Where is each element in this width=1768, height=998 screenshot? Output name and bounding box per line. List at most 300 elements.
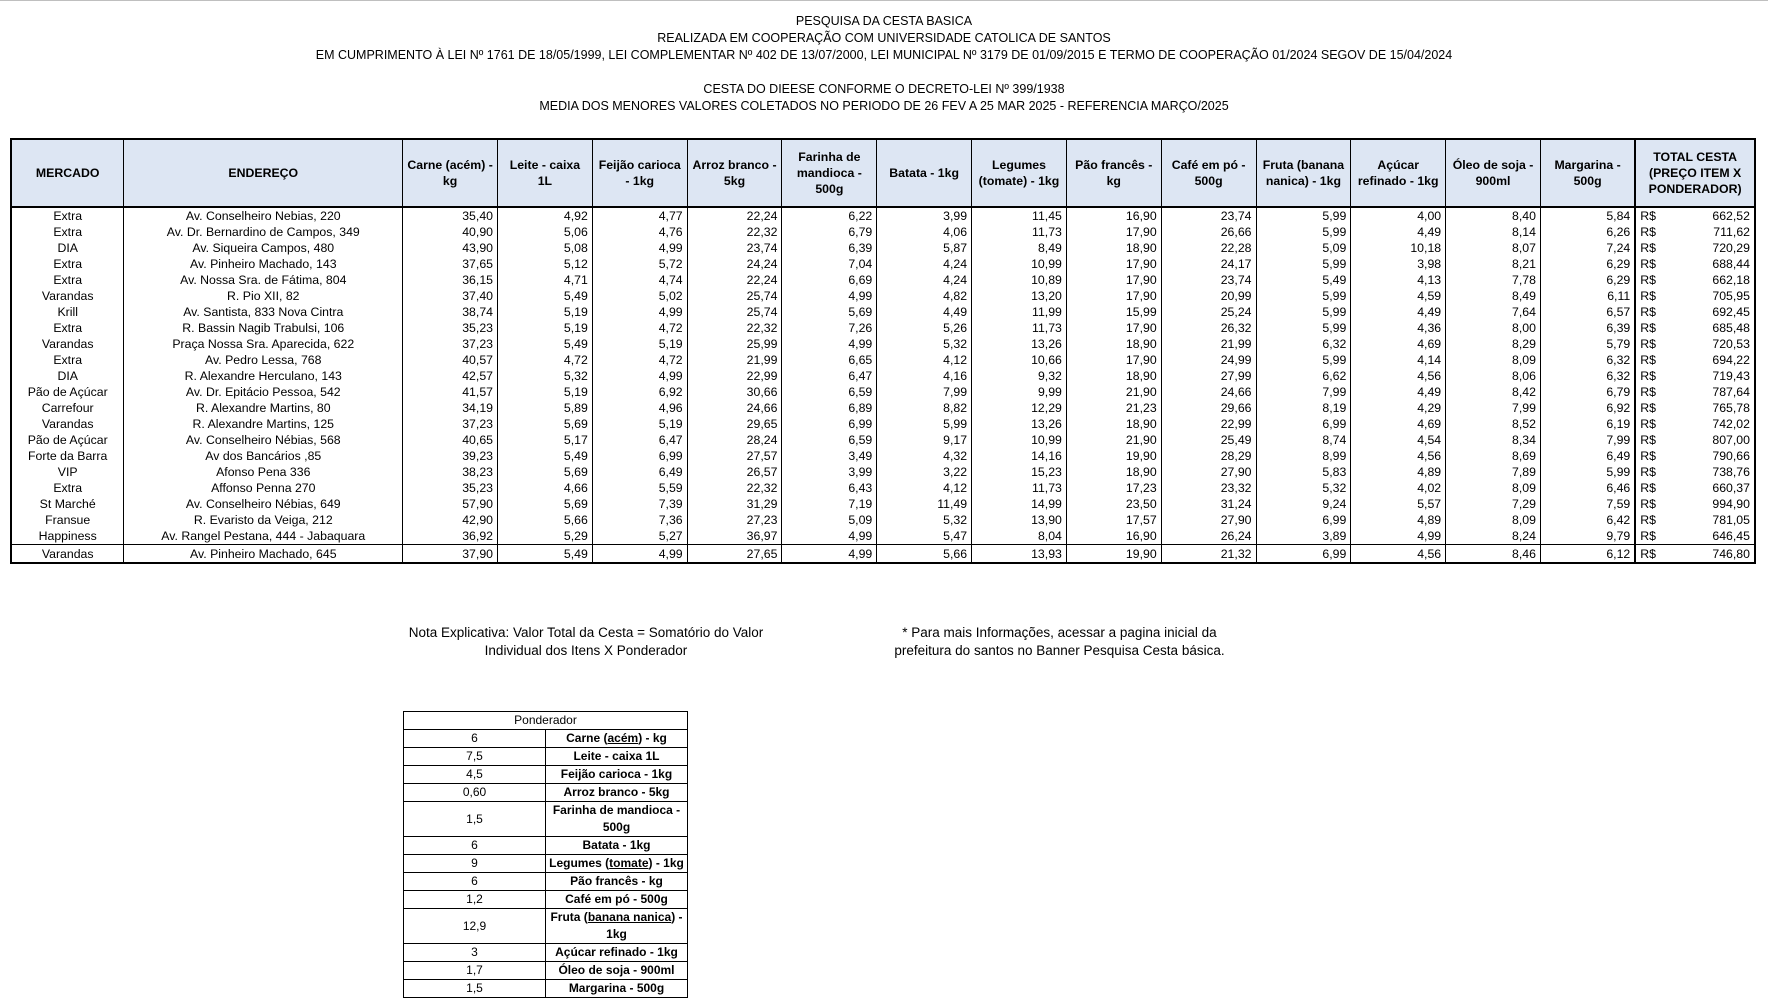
- price-cell: 19,90: [1066, 545, 1161, 564]
- total-value: 781,05: [1712, 513, 1750, 527]
- price-cell: 4,06: [877, 224, 972, 240]
- ponderador-item: Carne (acém) - kg: [546, 730, 688, 748]
- total-value: 787,64: [1712, 385, 1750, 399]
- price-cell: 4,82: [877, 288, 972, 304]
- total-value: 790,66: [1712, 449, 1750, 463]
- currency-symbol: R$: [1640, 273, 1656, 287]
- market-cell: Extra: [11, 480, 124, 496]
- price-cell: 40,90: [403, 224, 498, 240]
- price-cell: 9,99: [972, 384, 1067, 400]
- price-cell: 17,90: [1066, 352, 1161, 368]
- price-cell: 23,74: [687, 240, 782, 256]
- price-cell: 4,13: [1351, 272, 1446, 288]
- address-cell: R. Evaristo da Veiga, 212: [124, 512, 403, 528]
- price-cell: 18,90: [1066, 336, 1161, 352]
- header-period: MEDIA DOS MENORES VALORES COLETADOS NO PERIODO DE 26 FEV A 25 MAR 2025 - REFERENCIA MARÇO/2025: [539, 99, 1229, 113]
- price-cell: 6,32: [1540, 368, 1635, 384]
- price-cell: 8,04: [972, 528, 1067, 545]
- table-row: [11, 480, 1755, 496]
- price-cell: 23,74: [1161, 207, 1256, 224]
- column-header: Café em pó - 500g: [1161, 139, 1256, 207]
- price-cell: 6,49: [1540, 448, 1635, 464]
- ponderador-row: [404, 784, 688, 802]
- price-cell: 6,65: [782, 352, 877, 368]
- price-cell: 18,90: [1066, 240, 1161, 256]
- price-cell: 17,23: [1066, 480, 1161, 496]
- total-value: 742,02: [1712, 417, 1750, 431]
- price-cell: 8,42: [1446, 384, 1541, 400]
- price-cell: 35,23: [403, 320, 498, 336]
- price-cell: 27,90: [1161, 512, 1256, 528]
- price-cell: 4,74: [592, 272, 687, 288]
- table-row: [11, 545, 1755, 564]
- total-cell: [1635, 288, 1755, 304]
- total-value: 720,29: [1712, 241, 1750, 255]
- price-cell: 6,69: [782, 272, 877, 288]
- table-row: [11, 320, 1755, 336]
- price-cell: 26,32: [1161, 320, 1256, 336]
- price-cell: 7,99: [877, 384, 972, 400]
- table-row: [11, 256, 1755, 272]
- price-cell: 6,39: [1540, 320, 1635, 336]
- market-cell: Extra: [11, 207, 124, 224]
- currency-symbol: R$: [1640, 385, 1656, 399]
- price-cell: 4,56: [1351, 448, 1446, 464]
- price-cell: 4,99: [782, 545, 877, 564]
- column-header: Farinha de mandioca - 500g: [782, 139, 877, 207]
- price-cell: 5,99: [1256, 224, 1351, 240]
- price-cell: 7,24: [1540, 240, 1635, 256]
- price-cell: 38,74: [403, 304, 498, 320]
- price-cell: 6,22: [782, 207, 877, 224]
- price-cell: 6,59: [782, 432, 877, 448]
- price-cell: 8,09: [1446, 480, 1541, 496]
- price-cell: 5,19: [498, 320, 593, 336]
- column-header: Carne (acém) - kg: [403, 139, 498, 207]
- price-cell: 5,49: [498, 336, 593, 352]
- price-cell: 39,23: [403, 448, 498, 464]
- address-cell: Av. Siqueira Campos, 480: [124, 240, 403, 256]
- price-cell: 34,19: [403, 400, 498, 416]
- total-cell: [1635, 496, 1755, 512]
- price-cell: 21,90: [1066, 384, 1161, 400]
- price-cell: 3,99: [877, 207, 972, 224]
- price-cell: 17,90: [1066, 256, 1161, 272]
- total-cell: [1635, 448, 1755, 464]
- price-cell: 4,54: [1351, 432, 1446, 448]
- price-cell: 4,89: [1351, 512, 1446, 528]
- column-header: Arroz branco - 5kg: [687, 139, 782, 207]
- price-cell: 24,99: [1161, 352, 1256, 368]
- price-cell: 11,99: [972, 304, 1067, 320]
- price-cell: 6,12: [1540, 545, 1635, 564]
- price-cell: 4,99: [592, 545, 687, 564]
- price-cell: 23,74: [1161, 272, 1256, 288]
- ponderador-item: Arroz branco - 5kg: [546, 784, 688, 802]
- price-cell: 4,59: [1351, 288, 1446, 304]
- table-row: [11, 448, 1755, 464]
- table-row: [11, 496, 1755, 512]
- price-cell: 8,06: [1446, 368, 1541, 384]
- price-cell: 20,99: [1161, 288, 1256, 304]
- price-cell: 28,29: [1161, 448, 1256, 464]
- price-cell: 22,99: [1161, 416, 1256, 432]
- price-cell: 21,90: [1066, 432, 1161, 448]
- price-cell: 18,90: [1066, 416, 1161, 432]
- table-row: [11, 400, 1755, 416]
- price-cell: 8,40: [1446, 207, 1541, 224]
- total-cell: [1635, 512, 1755, 528]
- currency-symbol: R$: [1640, 305, 1656, 319]
- price-cell: 4,49: [1351, 224, 1446, 240]
- column-header: MERCADO: [11, 139, 124, 207]
- address-cell: R. Pio XII, 82: [124, 288, 403, 304]
- price-cell: 11,73: [972, 320, 1067, 336]
- price-cell: 37,40: [403, 288, 498, 304]
- price-cell: 4,99: [782, 288, 877, 304]
- price-cell: 7,19: [782, 496, 877, 512]
- price-cell: 8,07: [1446, 240, 1541, 256]
- column-header: Óleo de soja - 900ml: [1446, 139, 1541, 207]
- price-cell: 4,77: [592, 207, 687, 224]
- top-divider: [0, 0, 1768, 1]
- market-cell: Extra: [11, 352, 124, 368]
- price-cell: 37,23: [403, 336, 498, 352]
- table-row: [11, 224, 1755, 240]
- price-cell: 10,18: [1351, 240, 1446, 256]
- price-cell: 5,32: [1256, 480, 1351, 496]
- market-cell: Extra: [11, 224, 124, 240]
- price-cell: 4,49: [1351, 384, 1446, 400]
- price-cell: 26,57: [687, 464, 782, 480]
- price-cell: 11,73: [972, 224, 1067, 240]
- total-cell: [1635, 528, 1755, 545]
- price-cell: 24,17: [1161, 256, 1256, 272]
- price-cell: 7,36: [592, 512, 687, 528]
- price-cell: 6,39: [782, 240, 877, 256]
- price-cell: 5,19: [498, 304, 593, 320]
- currency-symbol: R$: [1640, 497, 1656, 511]
- price-cell: 6,57: [1540, 304, 1635, 320]
- currency-symbol: R$: [1640, 401, 1656, 415]
- price-cell: 3,99: [782, 464, 877, 480]
- column-header: Legumes (tomate) - 1kg: [972, 139, 1067, 207]
- column-header: Fruta (banana nanica) - 1kg: [1256, 139, 1351, 207]
- price-cell: 3,89: [1256, 528, 1351, 545]
- price-cell: 4,69: [1351, 416, 1446, 432]
- price-cell: 9,32: [972, 368, 1067, 384]
- address-cell: Av. Dr. Epitácio Pessoa, 542: [124, 384, 403, 400]
- market-cell: DIA: [11, 368, 124, 384]
- price-cell: 5,69: [782, 304, 877, 320]
- column-header: Açúcar refinado - 1kg: [1351, 139, 1446, 207]
- ponderador-item: Legumes (tomate) - 1kg: [546, 855, 688, 873]
- price-cell: 5,89: [498, 400, 593, 416]
- price-cell: 27,90: [1161, 464, 1256, 480]
- ponderador-weight: 4,5: [404, 766, 546, 784]
- price-cell: 5,99: [877, 416, 972, 432]
- market-cell: Varandas: [11, 545, 124, 564]
- price-cell: 4,72: [592, 352, 687, 368]
- price-cell: 4,92: [498, 207, 593, 224]
- total-value: 694,22: [1712, 353, 1750, 367]
- price-cell: 4,99: [782, 336, 877, 352]
- price-cell: 4,56: [1351, 545, 1446, 564]
- ponderador-weight: 3: [404, 944, 546, 962]
- price-cell: 40,65: [403, 432, 498, 448]
- column-header: Margarina - 500g: [1540, 139, 1635, 207]
- price-cell: 16,90: [1066, 207, 1161, 224]
- price-cell: 5,08: [498, 240, 593, 256]
- price-cell: 5,83: [1256, 464, 1351, 480]
- price-cell: 6,11: [1540, 288, 1635, 304]
- price-cell: 6,26: [1540, 224, 1635, 240]
- currency-symbol: R$: [1640, 321, 1656, 335]
- header-cooperation: REALIZADA EM COOPERAÇÃO COM UNIVERSIDADE CATOLICA DE SANTOS: [657, 31, 1111, 45]
- ponderador-item: Batata - 1kg: [546, 837, 688, 855]
- price-cell: 7,78: [1446, 272, 1541, 288]
- price-cell: 5,27: [592, 528, 687, 545]
- price-cell: 3,98: [1351, 256, 1446, 272]
- price-table: [10, 138, 1756, 564]
- total-value: 807,00: [1712, 433, 1750, 447]
- total-value: 685,48: [1712, 321, 1750, 335]
- total-value: 765,78: [1712, 401, 1750, 415]
- ponderador-row: [404, 909, 688, 944]
- currency-symbol: R$: [1640, 513, 1656, 527]
- address-cell: Av. Conselheiro Nebias, 220: [124, 207, 403, 224]
- price-cell: 22,32: [687, 320, 782, 336]
- address-cell: Av. Santista, 833 Nova Cintra: [124, 304, 403, 320]
- ponderador-weight: 7,5: [404, 748, 546, 766]
- table-row: [11, 288, 1755, 304]
- price-cell: 6,99: [1256, 545, 1351, 564]
- price-cell: 27,65: [687, 545, 782, 564]
- column-header: Feijão carioca - 1kg: [592, 139, 687, 207]
- price-cell: 26,24: [1161, 528, 1256, 545]
- price-cell: 25,49: [1161, 432, 1256, 448]
- ponderador-row: [404, 855, 688, 873]
- price-cell: 5,99: [1256, 352, 1351, 368]
- address-cell: Av. Dr. Bernardino de Campos, 349: [124, 224, 403, 240]
- header-decree: CESTA DO DIEESE CONFORME O DECRETO-LEI Nº 399/1938: [703, 82, 1065, 96]
- total-cell: [1635, 320, 1755, 336]
- price-cell: 6,47: [592, 432, 687, 448]
- total-cell: [1635, 416, 1755, 432]
- total-value: 720,53: [1712, 337, 1750, 351]
- market-cell: VIP: [11, 464, 124, 480]
- total-cell: [1635, 304, 1755, 320]
- price-cell: 5,99: [1256, 256, 1351, 272]
- price-cell: 31,29: [687, 496, 782, 512]
- price-cell: 7,99: [1256, 384, 1351, 400]
- price-cell: 5,29: [498, 528, 593, 545]
- price-cell: 13,20: [972, 288, 1067, 304]
- column-header: TOTAL CESTA (PREÇO ITEM X PONDERADOR): [1635, 139, 1755, 207]
- price-cell: 5,66: [498, 512, 593, 528]
- price-cell: 6,43: [782, 480, 877, 496]
- price-cell: 16,90: [1066, 528, 1161, 545]
- ponderador-item: Margarina - 500g: [546, 980, 688, 998]
- currency-symbol: R$: [1640, 337, 1656, 351]
- price-cell: 6,49: [592, 464, 687, 480]
- total-value: 660,37: [1712, 481, 1750, 495]
- price-cell: 4,99: [592, 368, 687, 384]
- price-cell: 6,32: [1256, 336, 1351, 352]
- currency-symbol: R$: [1640, 449, 1656, 463]
- total-cell: [1635, 336, 1755, 352]
- total-value: 692,45: [1712, 305, 1750, 319]
- total-cell: [1635, 384, 1755, 400]
- price-cell: 25,74: [687, 304, 782, 320]
- price-cell: 22,99: [687, 368, 782, 384]
- price-cell: 4,99: [592, 304, 687, 320]
- price-cell: 5,32: [877, 336, 972, 352]
- currency-symbol: R$: [1640, 257, 1656, 271]
- price-cell: 15,23: [972, 464, 1067, 480]
- address-cell: R. Alexandre Martins, 125: [124, 416, 403, 432]
- ponderador-weight: 6: [404, 730, 546, 748]
- price-cell: 6,79: [1540, 384, 1635, 400]
- price-cell: 42,90: [403, 512, 498, 528]
- ponderador-weight: 12,9: [404, 909, 546, 944]
- price-cell: 21,32: [1161, 545, 1256, 564]
- ponderador-item: Café em pó - 500g: [546, 891, 688, 909]
- price-cell: 17,90: [1066, 320, 1161, 336]
- price-cell: 14,99: [972, 496, 1067, 512]
- price-cell: 29,65: [687, 416, 782, 432]
- address-cell: R. Alexandre Martins, 80: [124, 400, 403, 416]
- price-cell: 6,99: [782, 416, 877, 432]
- price-cell: 24,24: [687, 256, 782, 272]
- address-cell: Afonso Pena 336: [124, 464, 403, 480]
- ponderador-weight: 1,5: [404, 980, 546, 998]
- price-cell: 6,59: [782, 384, 877, 400]
- table-header-row: [11, 139, 1755, 207]
- price-cell: 5,99: [1256, 320, 1351, 336]
- ponderador-weight: 0,60: [404, 784, 546, 802]
- explanatory-note: Nota Explicativa: Valor Total da Cesta = Somatório do Valor Individual dos Itens X Ponderador: [408, 625, 764, 658]
- price-cell: 37,65: [403, 256, 498, 272]
- market-cell: St Marché: [11, 496, 124, 512]
- total-value: 705,95: [1712, 289, 1750, 303]
- price-cell: 4,00: [1351, 207, 1446, 224]
- market-cell: Pão de Açúcar: [11, 384, 124, 400]
- total-cell: [1635, 240, 1755, 256]
- price-cell: 35,23: [403, 480, 498, 496]
- price-cell: 6,42: [1540, 512, 1635, 528]
- price-cell: 7,26: [782, 320, 877, 336]
- ponderador-title: Ponderador: [404, 712, 688, 730]
- price-cell: 4,99: [1351, 528, 1446, 545]
- price-cell: 5,99: [1256, 207, 1351, 224]
- ponderador-row: [404, 730, 688, 748]
- price-cell: 36,15: [403, 272, 498, 288]
- address-cell: Av. Pedro Lessa, 768: [124, 352, 403, 368]
- price-cell: 4,14: [1351, 352, 1446, 368]
- ponderador-row: [404, 837, 688, 855]
- info-note: * Para mais Informações, acessar a pagina inicial da prefeitura do santos no Banner Pesquisa Cesta básica.: [894, 625, 1225, 658]
- address-cell: R. Bassin Nagib Trabulsi, 106: [124, 320, 403, 336]
- price-cell: 18,90: [1066, 464, 1161, 480]
- price-cell: 5,02: [592, 288, 687, 304]
- price-cell: 5,47: [877, 528, 972, 545]
- market-cell: DIA: [11, 240, 124, 256]
- currency-symbol: R$: [1640, 529, 1656, 543]
- price-cell: 5,32: [877, 512, 972, 528]
- price-cell: 29,66: [1161, 400, 1256, 416]
- table-row: [11, 384, 1755, 400]
- market-cell: Happiness: [11, 528, 124, 545]
- price-cell: 36,97: [687, 528, 782, 545]
- table-row: [11, 432, 1755, 448]
- address-cell: Praça Nossa Sra. Aparecida, 622: [124, 336, 403, 352]
- column-header: Leite - caixa 1L: [498, 139, 593, 207]
- price-cell: 8,49: [1446, 288, 1541, 304]
- price-cell: 5,06: [498, 224, 593, 240]
- total-cell: [1635, 272, 1755, 288]
- currency-symbol: R$: [1640, 369, 1656, 383]
- address-cell: R. Alexandre Herculano, 143: [124, 368, 403, 384]
- price-cell: 5,49: [1256, 272, 1351, 288]
- report-header: [0, 13, 1768, 115]
- price-cell: 7,64: [1446, 304, 1541, 320]
- market-cell: Forte da Barra: [11, 448, 124, 464]
- price-cell: 5,84: [1540, 207, 1635, 224]
- price-cell: 8,14: [1446, 224, 1541, 240]
- price-cell: 6,47: [782, 368, 877, 384]
- price-cell: 5,99: [1256, 288, 1351, 304]
- price-cell: 8,46: [1446, 545, 1541, 564]
- column-header: ENDEREÇO: [124, 139, 403, 207]
- price-cell: 13,26: [972, 336, 1067, 352]
- price-cell: 5,49: [498, 288, 593, 304]
- price-cell: 25,99: [687, 336, 782, 352]
- currency-symbol: R$: [1640, 481, 1656, 495]
- price-cell: 27,99: [1161, 368, 1256, 384]
- header-title: PESQUISA DA CESTA BASICA: [795, 14, 973, 28]
- total-cell: [1635, 368, 1755, 384]
- price-cell: 9,79: [1540, 528, 1635, 545]
- price-cell: 21,99: [687, 352, 782, 368]
- price-cell: 4,49: [877, 304, 972, 320]
- ponderador-item: Pão francês - kg: [546, 873, 688, 891]
- price-cell: 8,34: [1446, 432, 1541, 448]
- price-cell: 11,45: [972, 207, 1067, 224]
- price-cell: 37,90: [403, 545, 498, 564]
- price-cell: 4,24: [877, 256, 972, 272]
- price-cell: 9,17: [877, 432, 972, 448]
- price-cell: 17,57: [1066, 512, 1161, 528]
- ponderador-item: Leite - caixa 1L: [546, 748, 688, 766]
- ponderador-item: Açúcar refinado - 1kg: [546, 944, 688, 962]
- market-cell: Extra: [11, 256, 124, 272]
- price-cell: 19,90: [1066, 448, 1161, 464]
- market-cell: Carrefour: [11, 400, 124, 416]
- ponderador-weight: 6: [404, 873, 546, 891]
- table-row: [11, 416, 1755, 432]
- price-cell: 10,89: [972, 272, 1067, 288]
- table-row: [11, 352, 1755, 368]
- price-cell: 8,00: [1446, 320, 1541, 336]
- price-cell: 6,19: [1540, 416, 1635, 432]
- price-cell: 26,66: [1161, 224, 1256, 240]
- price-cell: 36,92: [403, 528, 498, 545]
- table-row: [11, 207, 1755, 224]
- price-cell: 5,19: [592, 336, 687, 352]
- currency-symbol: R$: [1640, 546, 1656, 561]
- currency-symbol: R$: [1640, 353, 1656, 367]
